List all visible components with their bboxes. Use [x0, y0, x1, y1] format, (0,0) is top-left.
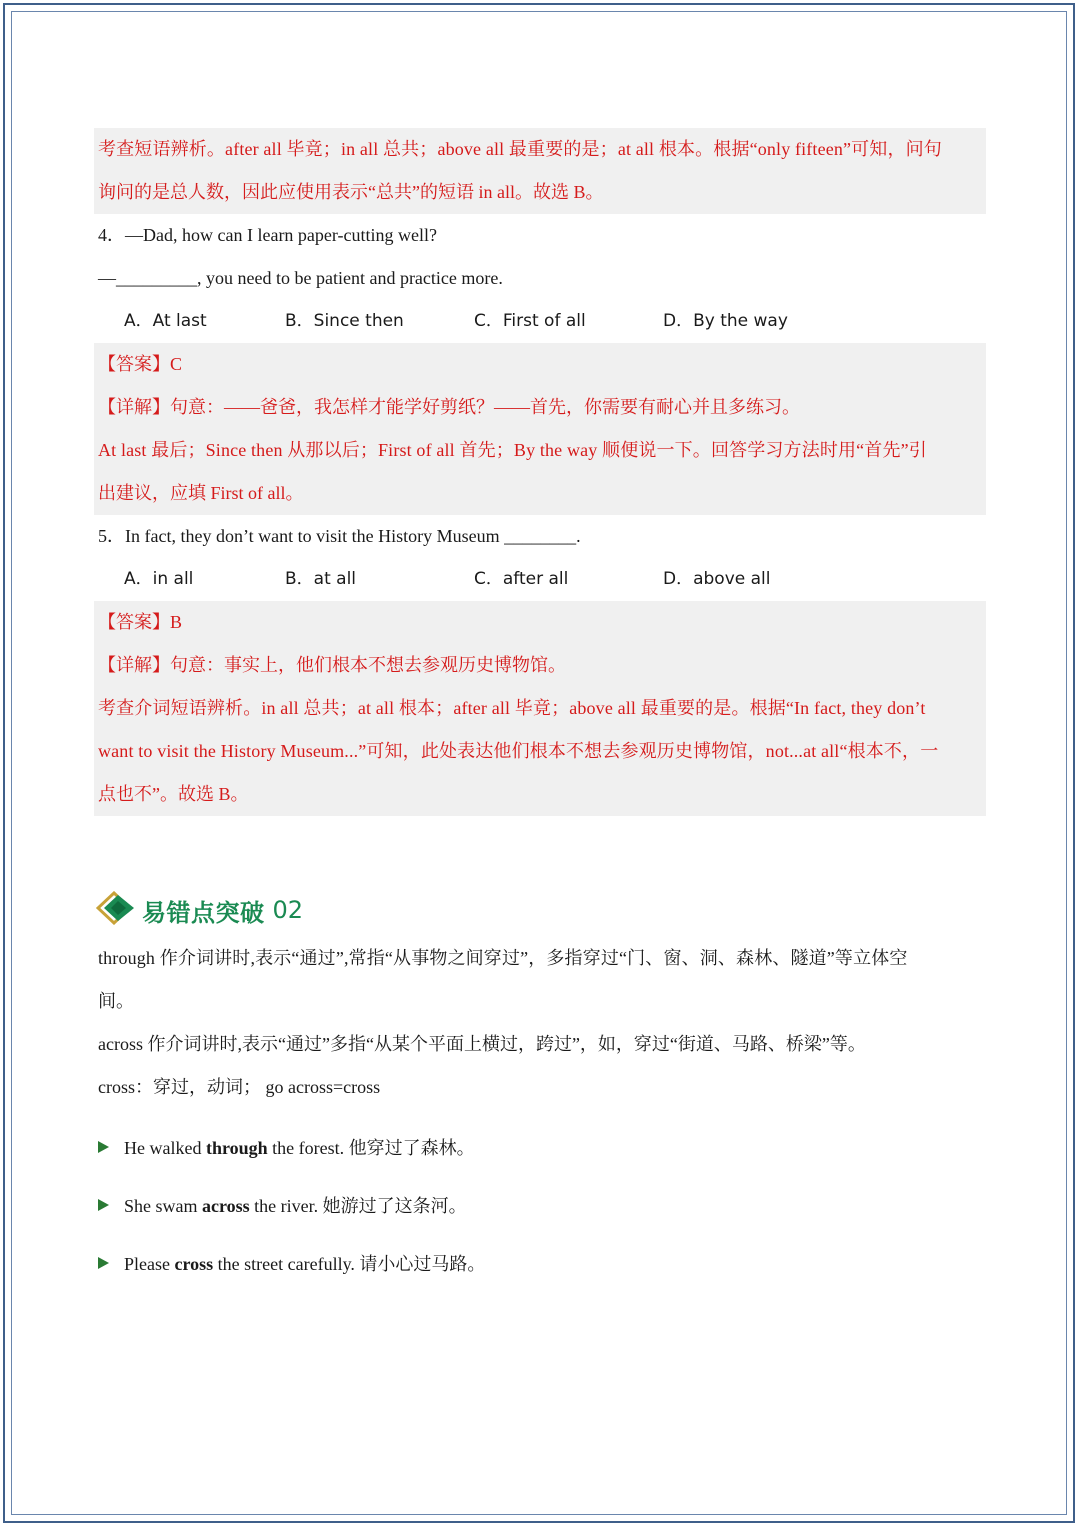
q4-detail: 【详解】句意：——爸爸，我怎样才能学好剪纸？——首先，你需要有耐心并且多练习。: [98, 397, 800, 417]
note-cross: cross：穿过，动词； go across=cross: [98, 1077, 381, 1097]
q4-answer: 【答案】C: [98, 354, 183, 374]
list-item: [96, 1234, 988, 1292]
q4-option-b: B．Since then: [285, 311, 404, 331]
section-title: 易错点突破: [142, 898, 265, 927]
q5-explanation-line-3: 点也不”。故选 B。: [98, 784, 249, 804]
example-2-post: the river. 她游过了这条河。: [249, 1196, 467, 1216]
questions-area: [94, 128, 986, 816]
example-3: [124, 1250, 485, 1276]
q3-explanation-box: [94, 128, 986, 214]
q5-explanation-line-2: want to visit the History Museum...”可知，此处表达他们根本不想去参观历史博物馆，not...at all“根本不，一: [98, 741, 939, 761]
triangle-bullet-icon: [96, 1198, 110, 1212]
q5-explanation-line-1: 考查介词短语辨析。in all 总共；at all 根本；after all 毕竟；above all 最重要的是。根据“In fact, they don’t: [98, 698, 926, 718]
q4-option-c: C．First of all: [474, 311, 586, 331]
example-2-keyword: across: [202, 1196, 250, 1216]
example-2: [124, 1192, 467, 1218]
example-3-post: the street carefully. 请小心过马路。: [213, 1254, 486, 1274]
example-3-pre: Please: [124, 1254, 175, 1274]
triangle-bullet-icon: [96, 1256, 110, 1270]
q5-answer-box: [94, 601, 986, 816]
q3-explanation-line-1: 考查短语辨析。after all 毕竟；in all 总共；above all 最重要的是；at all 根本。根据“only fifteen”可知，问句: [98, 139, 942, 159]
q4-explanation-line-1: At last 最后；Since then 从那以后；First of all 首先；By the way 顺便说一下。回答学习方法时用“首先”引: [98, 440, 927, 460]
q4-explanation-line-2: 出建议，应填 First of all。: [98, 483, 304, 503]
list-item: [96, 1176, 988, 1234]
example-list: [96, 1118, 988, 1292]
example-3-keyword: cross: [174, 1254, 214, 1274]
example-1-keyword: through: [205, 1138, 268, 1158]
q5-option-c: C．after all: [474, 569, 569, 589]
section-number: 02: [272, 896, 304, 924]
q5-option-d: D．above all: [663, 569, 771, 589]
diamond-icon: [96, 891, 138, 930]
example-1-post: the forest. 他穿过了森林。: [267, 1138, 475, 1158]
q5-option-b: B．at all: [285, 569, 357, 589]
q4-answer-box: [94, 343, 986, 515]
q4-reply: —_________, you need to be patient and practice more.: [98, 268, 503, 288]
q5-option-a: A．in all: [124, 569, 194, 589]
usage-notes: [94, 937, 986, 1109]
list-item: [96, 1118, 988, 1176]
q4-options: [94, 300, 986, 343]
q5-detail: 【详解】句意：事实上，他们根本不想去参观历史博物馆。: [98, 655, 566, 675]
note-through-line-2: 间。: [98, 991, 134, 1011]
q5-stem: 5．In fact, they don’t want to visit the History Museum ________.: [98, 526, 581, 546]
note-across: across 作介词讲时,表示“通过”多指“从某个平面上横过，跨过”，如，穿过“街道、马路、桥梁”等。: [98, 1034, 866, 1054]
q3-explanation-line-2: 询问的是总人数，因此应使用表示“总共”的短语 in all。故选 B。: [98, 182, 604, 202]
q4-option-d: D．By the way: [663, 311, 788, 331]
q5-answer: 【答案】B: [98, 612, 183, 632]
example-2-pre: She swam: [124, 1196, 202, 1216]
note-through-line-1: through 作介词讲时,表示“通过”,常指“从事物之间穿过”，多指穿过“门、窗、洞、森林、隧道”等立体空: [98, 948, 908, 968]
q4-stem: 4．—Dad, how can I learn paper-cutting well?: [98, 225, 438, 245]
example-1: [124, 1134, 475, 1160]
triangle-bullet-icon: [96, 1140, 110, 1154]
example-1-pre: He walked: [124, 1138, 206, 1158]
section-heading: [96, 888, 303, 932]
q5-options: [94, 558, 986, 601]
q4-option-a: A．At last: [124, 311, 207, 331]
